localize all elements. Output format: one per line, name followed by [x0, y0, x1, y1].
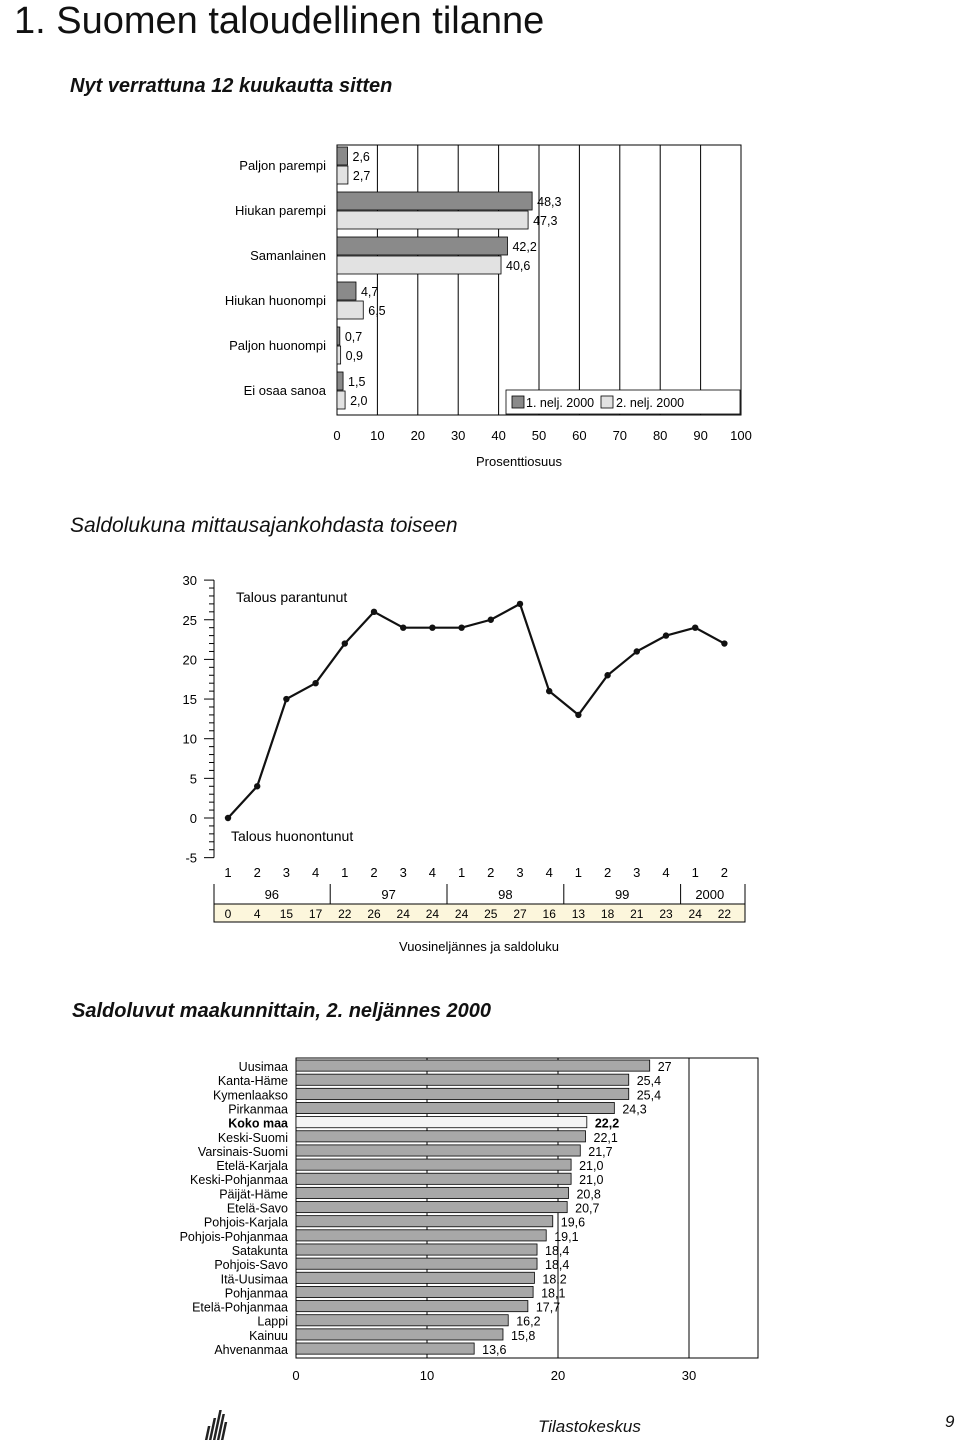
chart1-x-tick-label: 10 — [370, 428, 385, 443]
chart3-x-tick-label: 20 — [550, 1368, 566, 1383]
chart2-table-value: 0 — [224, 907, 232, 921]
chart2-quarter-label: 2 — [720, 865, 729, 880]
chart2-table-value: 4 — [253, 907, 261, 921]
chart3-category-label: Kainuu — [249, 1328, 288, 1343]
chart2-year-label: 98 — [498, 887, 513, 902]
chart3-data-label: 22,2 — [594, 1116, 620, 1131]
chart1-data-label: 48,3 — [537, 195, 562, 209]
chart1-category-label: Paljon parempi — [239, 158, 326, 173]
chart3-category-label: Itä-Uusimaa — [220, 1272, 288, 1287]
chart2-y-tick-label: 20 — [182, 652, 197, 668]
chart2-y-tick-label: 15 — [182, 692, 197, 708]
chart2-quarter-label: 3 — [633, 865, 641, 880]
chart3-x-tick-label: 10 — [419, 1368, 435, 1383]
chart1-legend-label: 2. nelj. 2000 — [616, 396, 685, 410]
chart2-quarter-label: 1 — [457, 865, 466, 880]
chart3-data-label: 21,0 — [579, 1173, 604, 1188]
chart1-data-label: 2,0 — [350, 394, 368, 408]
chart2-table-value: 24 — [454, 907, 469, 921]
chart2-table-value: 13 — [571, 907, 586, 921]
chart3-category-label: Satakunta — [231, 1243, 288, 1258]
chart1-x-tick-label: 100 — [730, 428, 752, 443]
chart2-quarter-label: 3 — [282, 865, 291, 880]
chart1-x-tick-label: 60 — [572, 428, 587, 443]
chart2-table-value: 22 — [717, 907, 732, 921]
chart3-category-label: Koko maa — [228, 1116, 288, 1131]
chart3-data-label: 21,0 — [579, 1159, 604, 1174]
chart2-table-value: 26 — [367, 907, 381, 921]
chart2-year-label: 2000 — [695, 887, 725, 902]
chart2-quarter-label: 1 — [341, 865, 349, 880]
chart2-annotation-up: Talous parantunut — [236, 589, 348, 605]
chart1-x-tick-label: 50 — [531, 428, 547, 443]
chart1-x-tick-label: 20 — [410, 428, 426, 443]
chart3-data-label: 16,2 — [516, 1314, 541, 1329]
chart3-category-label: Kanta-Häme — [217, 1074, 288, 1089]
chart1-data-label: 40,6 — [506, 259, 531, 273]
chart3-data-label: 21,7 — [588, 1144, 613, 1159]
chart1-data-label: 0,9 — [345, 349, 364, 363]
chart3-data-label: 22,1 — [593, 1130, 618, 1145]
chart3-category-label: Varsinais-Suomi — [197, 1144, 288, 1159]
logo-text: Tilastokeskus — [538, 1417, 641, 1436]
chart1-legend-label: 1. nelj. 2000 — [526, 396, 595, 410]
chart3-data-label: 25,4 — [636, 1074, 662, 1089]
chart3-data-label: 25,4 — [636, 1088, 662, 1103]
chart2-quarter-label: 1 — [574, 865, 583, 880]
chart1-category-label: Hiukan parempi — [234, 203, 326, 218]
chart2-y-tick-label: 25 — [182, 612, 197, 628]
chart2-quarter-label: 1 — [224, 865, 232, 880]
chart1-x-tick-label: 0 — [333, 428, 341, 443]
chart3-data-label: 19,1 — [554, 1229, 579, 1244]
chart3-category-label: Pohjois-Savo — [214, 1258, 288, 1273]
chart3-category-label: Pohjanmaa — [224, 1286, 288, 1301]
chart3-category-label: Etelä-Pohjanmaa — [192, 1300, 288, 1315]
chart1-data-label: 42,2 — [512, 240, 537, 254]
page-number: 9 — [945, 1412, 955, 1431]
chart3-data-label: 15,8 — [510, 1328, 536, 1343]
chart2-quarter-label: 3 — [399, 865, 407, 880]
chart3-data-label: 18,1 — [541, 1286, 566, 1301]
chart1-category-label: Hiukan huonompi — [224, 293, 326, 308]
chart3-data-label: 27 — [657, 1060, 672, 1074]
chart1-data-label: 47,3 — [533, 214, 558, 228]
chart2-quarter-label: 1 — [691, 865, 699, 880]
chart3-data-label: 13,6 — [482, 1343, 507, 1357]
chart2-quarter-label: 2 — [370, 865, 378, 880]
chart3-category-label: Keski-Suomi — [217, 1130, 288, 1145]
chart1-data-label: 0,7 — [344, 330, 363, 344]
chart3-category-label: Keski-Pohjanmaa — [190, 1173, 288, 1188]
chart3-category-label: Pohjois-Karjala — [203, 1215, 288, 1230]
chart2-quarter-label: 4 — [545, 865, 553, 880]
chart3-data-label: 18,4 — [545, 1243, 570, 1258]
chart3-category-label: Etelä-Karjala — [216, 1159, 288, 1174]
chart2-table-value: 23 — [659, 907, 673, 921]
chart3-data-label: 20,8 — [576, 1187, 601, 1202]
chart3-category-label: Päijät-Häme — [219, 1187, 288, 1202]
chart3-data-label: 18,2 — [542, 1272, 567, 1287]
chart3-category-label: Lappi — [257, 1314, 288, 1329]
chart3-title: Saldoluvut maakunnittain, 2. neljännes 2000 — [72, 1000, 492, 1022]
chart3-category-label: Kymenlaakso — [212, 1088, 288, 1103]
chart1-x-tick-label: 70 — [612, 428, 628, 443]
chart3-data-label: 19,6 — [560, 1215, 586, 1230]
chart2-table-value: 24 — [425, 907, 440, 921]
chart3-category-label: Etelä-Savo — [226, 1201, 288, 1216]
chart2-year-label: 96 — [264, 887, 280, 902]
chart1-data-label: 1,5 — [348, 375, 366, 389]
chart2-y-tick-label: 0 — [189, 811, 197, 826]
chart2-quarter-label: 3 — [516, 865, 524, 880]
chart2-annotation-down: Talous huonontunut — [231, 828, 354, 844]
page-title: 1. Suomen taloudellinen tilanne — [14, 0, 545, 42]
chart2-table-value: 17 — [308, 907, 323, 921]
chart3-category-label: Pirkanmaa — [228, 1102, 288, 1117]
chart1-data-label: 6,5 — [368, 304, 386, 318]
chart1-x-tick-label: 30 — [450, 428, 466, 443]
chart2-y-tick-label: 30 — [182, 573, 197, 589]
chart3-category-label: Pohjois-Pohjanmaa — [179, 1229, 288, 1244]
chart1-data-label: 2,7 — [352, 169, 371, 183]
chart2-x-axis-label: Vuosineljännes ja saldoluku — [399, 939, 559, 954]
chart1-title: Nyt verrattuna 12 kuukautta sitten — [70, 75, 393, 97]
chart2-quarter-label: 4 — [662, 865, 670, 880]
chart2-y-tick-label: -5 — [185, 850, 197, 866]
chart1-category-label: Ei osaa sanoa — [243, 383, 326, 398]
chart2-y-tick-label: 10 — [182, 731, 197, 747]
chart1-x-tick-label: 80 — [652, 428, 668, 443]
chart2-quarter-label: 2 — [253, 865, 261, 880]
chart1-category-label: Paljon huonompi — [229, 338, 326, 353]
chart1-x-axis-label: Prosenttiosuus — [476, 454, 562, 469]
chart3-data-label: 24,3 — [622, 1102, 647, 1117]
chart2-table-value: 16 — [542, 907, 556, 921]
chart2-table-value: 25 — [484, 907, 498, 921]
chart3-x-tick-label: 30 — [681, 1368, 697, 1383]
chart1-data-label: 2,6 — [352, 150, 370, 164]
chart1-x-tick-label: 40 — [491, 428, 506, 443]
chart2-year-label: 97 — [381, 887, 396, 902]
chart2-table-value: 18 — [600, 907, 615, 921]
chart3-category-label: Ahvenanmaa — [214, 1343, 288, 1357]
chart3-x-tick-label: 0 — [292, 1368, 300, 1383]
chart2-table-value: 21 — [630, 907, 644, 921]
chart2-table-value: 24 — [688, 907, 702, 921]
chart1-x-tick-label: 90 — [693, 428, 708, 443]
chart2-y-tick-label: 5 — [189, 771, 197, 787]
chart3-data-label: 20,7 — [575, 1201, 600, 1216]
chart3-data-label: 17,7 — [535, 1300, 561, 1315]
chart2-quarter-label: 2 — [487, 865, 495, 880]
chart2-table-value: 27 — [513, 907, 527, 921]
chart2-year-label: 99 — [614, 887, 630, 902]
chart2-table-value: 22 — [338, 907, 352, 921]
chart2-quarter-label: 4 — [428, 865, 437, 880]
chart3-category-label: Uusimaa — [238, 1060, 288, 1074]
chart1-data-label: 4,7 — [360, 285, 379, 299]
chart2-quarter-label: 2 — [603, 865, 612, 880]
chart2-quarter-label: 4 — [311, 865, 320, 880]
chart2-table-value: 15 — [279, 907, 294, 921]
chart2-title: Saldolukuna mittausajankohdasta toiseen — [70, 514, 458, 537]
chart1-category-label: Samanlainen — [250, 248, 326, 263]
chart3-data-label: 18,4 — [545, 1258, 570, 1273]
chart2-table-value: 24 — [396, 907, 410, 921]
